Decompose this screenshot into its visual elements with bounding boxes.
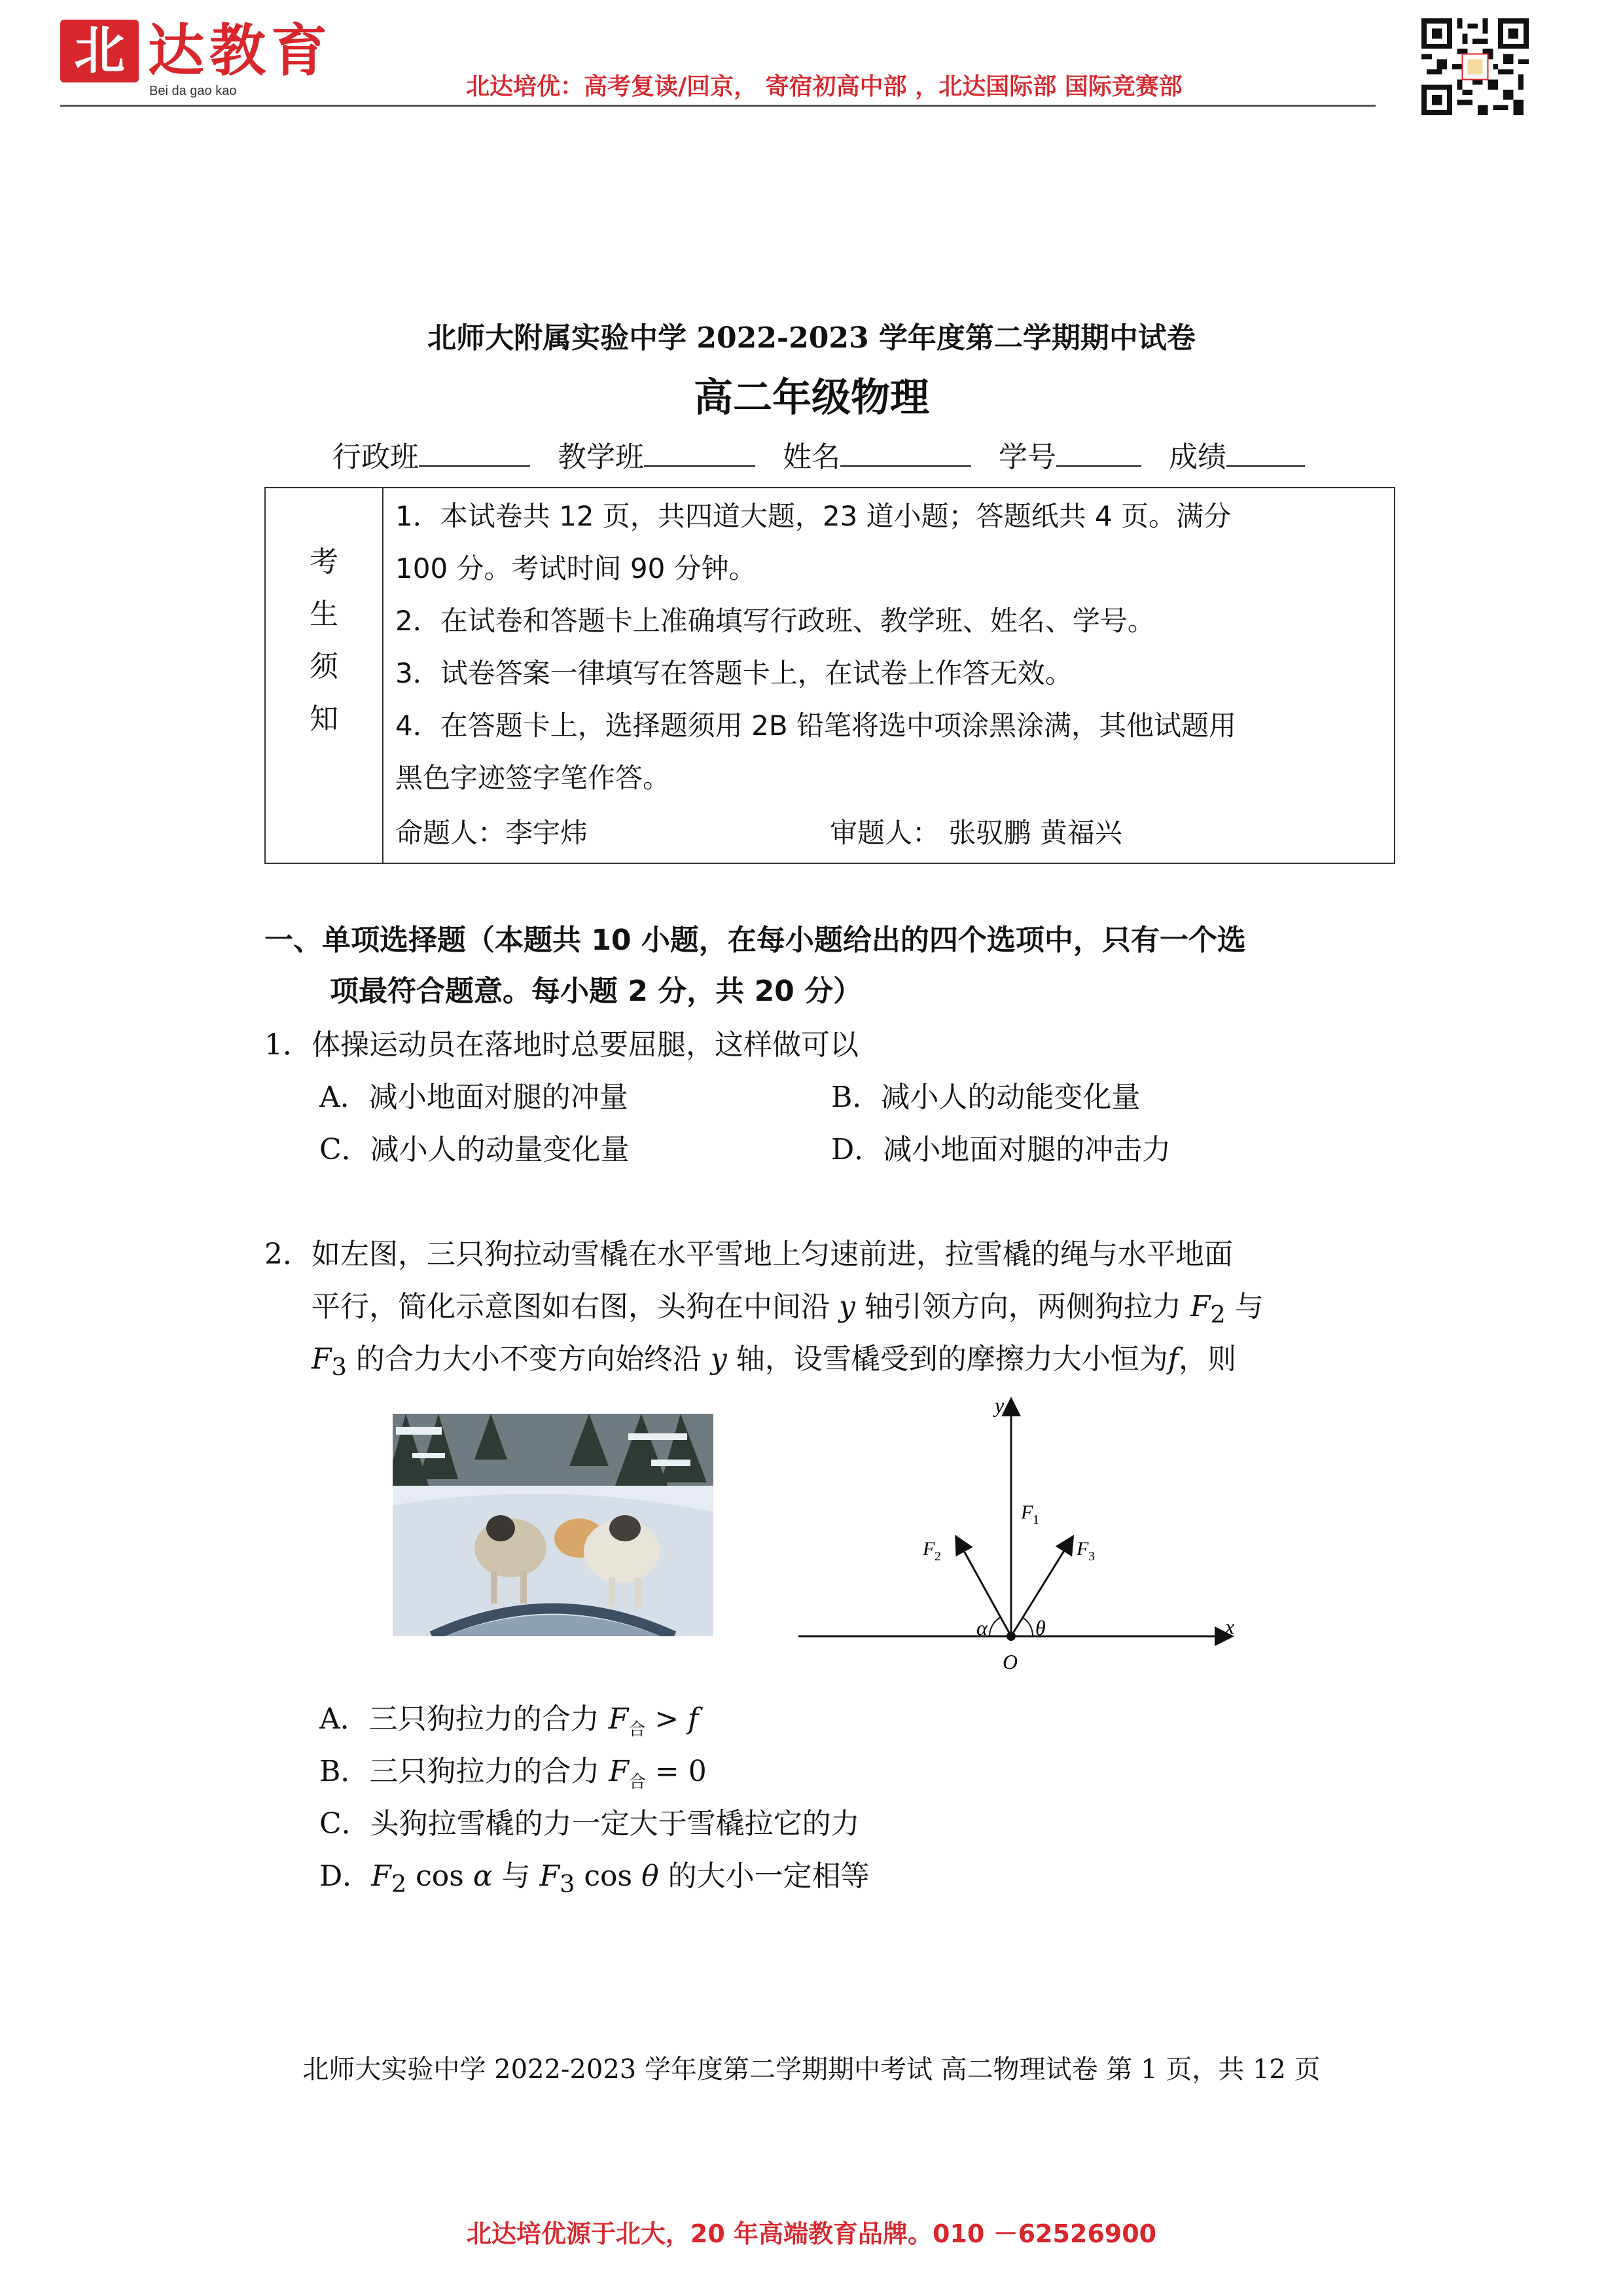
notice-line: 100 分。考试时间 90 分钟。	[395, 552, 757, 584]
brand-logo-pinyin: Bei da gao kao	[149, 84, 237, 98]
f2-label: F	[923, 1538, 935, 1560]
notice-line: 1．本试卷共 12 页，共四道大题，23 道小题；答题纸共 4 页。满分	[395, 500, 1232, 532]
f3-subscript: 3	[1088, 1549, 1095, 1564]
f1-label: F	[1021, 1501, 1033, 1523]
origin-label: O	[1003, 1650, 1018, 1674]
x-axis-label: x	[1225, 1615, 1235, 1638]
brand-logo-mark: 北	[60, 20, 139, 82]
page-footer: 北师大实验中学 2022-2023 学年度第二学期期中考试 高二物理试卷 第 1 页，共 12 页	[302, 2054, 1321, 2085]
notice-reviewer: 审题人： 张驭鹏 黄福兴	[830, 817, 1122, 849]
notice-line: 黑色字迹签字笔作答。	[395, 762, 671, 794]
q1-option-d[interactable]: D．减小地面对腿的冲击力	[831, 1133, 1171, 1166]
field-label-student-id: 学号	[999, 440, 1056, 474]
q2-option-b[interactable]: B．三只狗拉力的合力 $F_合 = 0$	[319, 1755, 707, 1792]
brand-logo-text: 达教育	[148, 18, 332, 84]
alpha-arc	[990, 1617, 1001, 1636]
theta-arc	[1022, 1617, 1033, 1636]
force-diagram	[798, 1388, 1263, 1676]
field-label-admin-class: 行政班	[332, 440, 419, 474]
exam-subtitle: 高二年级物理	[694, 375, 929, 421]
q2-option-d[interactable]: D．$F_2$ cos α 与 $F_3$ cos θ 的大小一定相等	[319, 1859, 870, 1898]
notice-side-char: 知	[310, 702, 338, 736]
sled-dogs-photo	[393, 1414, 713, 1636]
q2-option-a[interactable]: A．三只狗拉力的合力 $F_合 > f$	[319, 1702, 699, 1740]
notice-side-char: 生	[310, 598, 338, 631]
f1-subscript: 1	[1033, 1513, 1039, 1527]
field-label-teaching-class: 教学班	[558, 440, 644, 474]
question-1-stem: 1．体操运动员在落地时总要屈腿，这样做可以	[264, 1028, 859, 1062]
student-info-fields	[332, 433, 1305, 475]
field-label-score: 成绩	[1169, 440, 1226, 474]
header-divider	[60, 105, 1376, 107]
score-blank	[1226, 439, 1305, 467]
section-title: 一、单项选择题（本题共 10 小题，在每小题给出的四个选项中，只有一个选	[264, 924, 1246, 957]
notice-line: 3．试卷答案一律填写在答题卡上，在试卷上作答无效。	[395, 657, 1073, 689]
name-blank[interactable]	[840, 439, 971, 467]
field-label-name: 姓名	[783, 440, 840, 474]
question-2-stem-line2: 平行，简化示意图如右图，头狗在中间沿 y 轴引领方向，两侧狗拉力 $F_2$ 与	[312, 1290, 1264, 1329]
f2-subscript: 2	[935, 1549, 941, 1564]
q1-option-c[interactable]: C．减小人的动量变化量	[319, 1133, 630, 1166]
question-2-stem-line1: 2．如左图，三只狗拉动雪橇在水平雪地上匀速前进，拉雪橇的绳与水平地面	[264, 1238, 1233, 1271]
section-title-cont: 项最符合题意。每小题 2 分，共 20 分）	[330, 975, 863, 1008]
teaching-class-blank[interactable]	[644, 439, 755, 467]
q1-option-a[interactable]: A．减小地面对腿的冲量	[319, 1081, 628, 1114]
notice-author: 命题人：李宇炜	[395, 817, 588, 849]
notice-side-char: 须	[310, 650, 338, 683]
bottom-slogan: 北达培优源于北大，20 年高端教育品牌。010 －62526900	[466, 2219, 1157, 2248]
notice-line: 2．在试卷和答题卡上准确填写行政班、教学班、姓名、学号。	[395, 605, 1155, 637]
notice-line: 4．在答题卡上，选择题须用 2B 铅笔将选中项涂黑涂满，其他试题用	[395, 709, 1236, 742]
question-2-stem-line3: $F_3$ 的合力大小不变方向始终沿 y 轴，设雪橇受到的摩擦力大小恒为f，则	[312, 1342, 1236, 1381]
notice-side-char: 考	[310, 545, 338, 579]
y-axis-label: y	[995, 1393, 1005, 1417]
alpha-label: α	[976, 1616, 988, 1640]
header-slogan: 北达培优：高考复读/回京， 寄宿初高中部 ，北达国际部 国际竞赛部	[466, 73, 1183, 100]
q2-option-c[interactable]: C．头狗拉雪橇的力一定大于雪橇拉它的力	[319, 1807, 860, 1840]
theta-label: θ	[1035, 1616, 1046, 1640]
origin-point	[1007, 1632, 1016, 1641]
q1-option-b[interactable]: B．减小人的动能变化量	[831, 1081, 1141, 1114]
exam-title: 北师大附属实验中学 2022-2023 学年度第二学期期中试卷	[427, 321, 1196, 355]
student-id-blank[interactable]	[1056, 439, 1141, 467]
f3-label: F	[1077, 1538, 1089, 1560]
qr-code-icon	[1421, 18, 1529, 115]
admin-class-blank[interactable]	[419, 439, 530, 467]
